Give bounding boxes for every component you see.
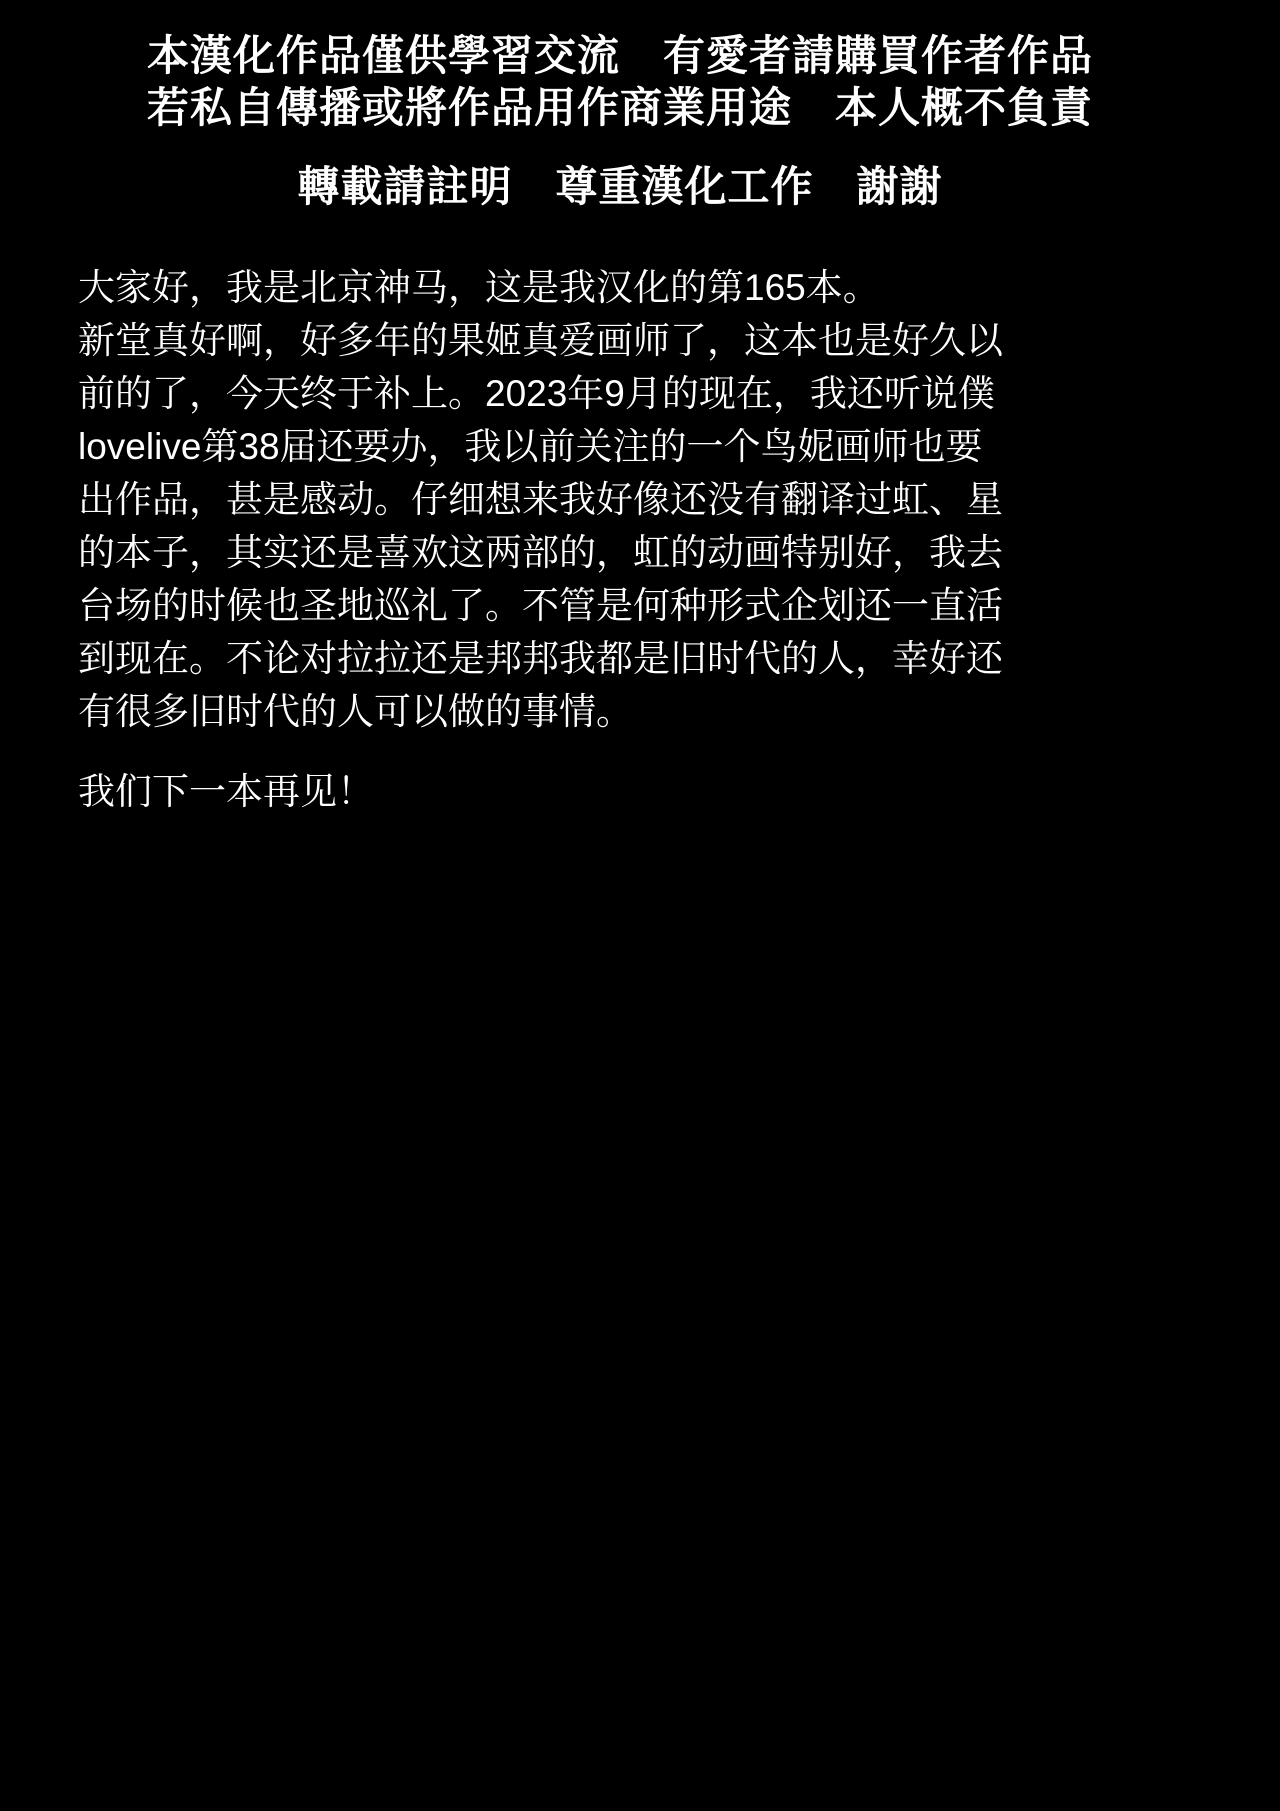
disclaimer-line-1: 本漢化作品僅供學習交流 有愛者請購買作者作品 — [146, 32, 1093, 79]
afterword-line: 新堂真好啊，好多年的果姬真爱画师了，这本也是好久以 — [78, 320, 1003, 361]
afterword-line: 台场的时候也圣地巡礼了。不管是何种形式企划还一直活 — [78, 585, 1003, 626]
afterword-line: 前的了，今天终于补上。2023年9月的现在，我还听说僕 — [78, 373, 995, 414]
afterword-line: 有很多旧时代的人可以做的事情。 — [78, 691, 633, 732]
afterword-line: 大家好，我是北京神马，这是我汉化的第165本。 — [78, 267, 880, 308]
afterword-line: 的本子，其实还是喜欢这两部的，虹的动画特别好，我去 — [78, 532, 1003, 573]
disclaimer-line-2: 若私自傳播或將作品用作商業用途 本人概不負責 — [146, 84, 1093, 131]
afterword-line: 到现在。不论对拉拉还是邦邦我都是旧时代的人，幸好还 — [78, 638, 1003, 679]
closing-line: 我们下一本再见！ — [78, 771, 374, 812]
disclaimer-header — [0, 0, 1240, 213]
translator-afterword — [78, 261, 1280, 818]
afterword-line: 出作品，甚是感动。仔细想来我好像还没有翻译过虹、星 — [78, 479, 1003, 520]
repost-note: 轉載請註明 尊重漢化工作 謝謝 — [297, 163, 943, 210]
afterword-line: lovelive第38届还要办，我以前关注的一个鸟妮画师也要 — [78, 426, 983, 467]
